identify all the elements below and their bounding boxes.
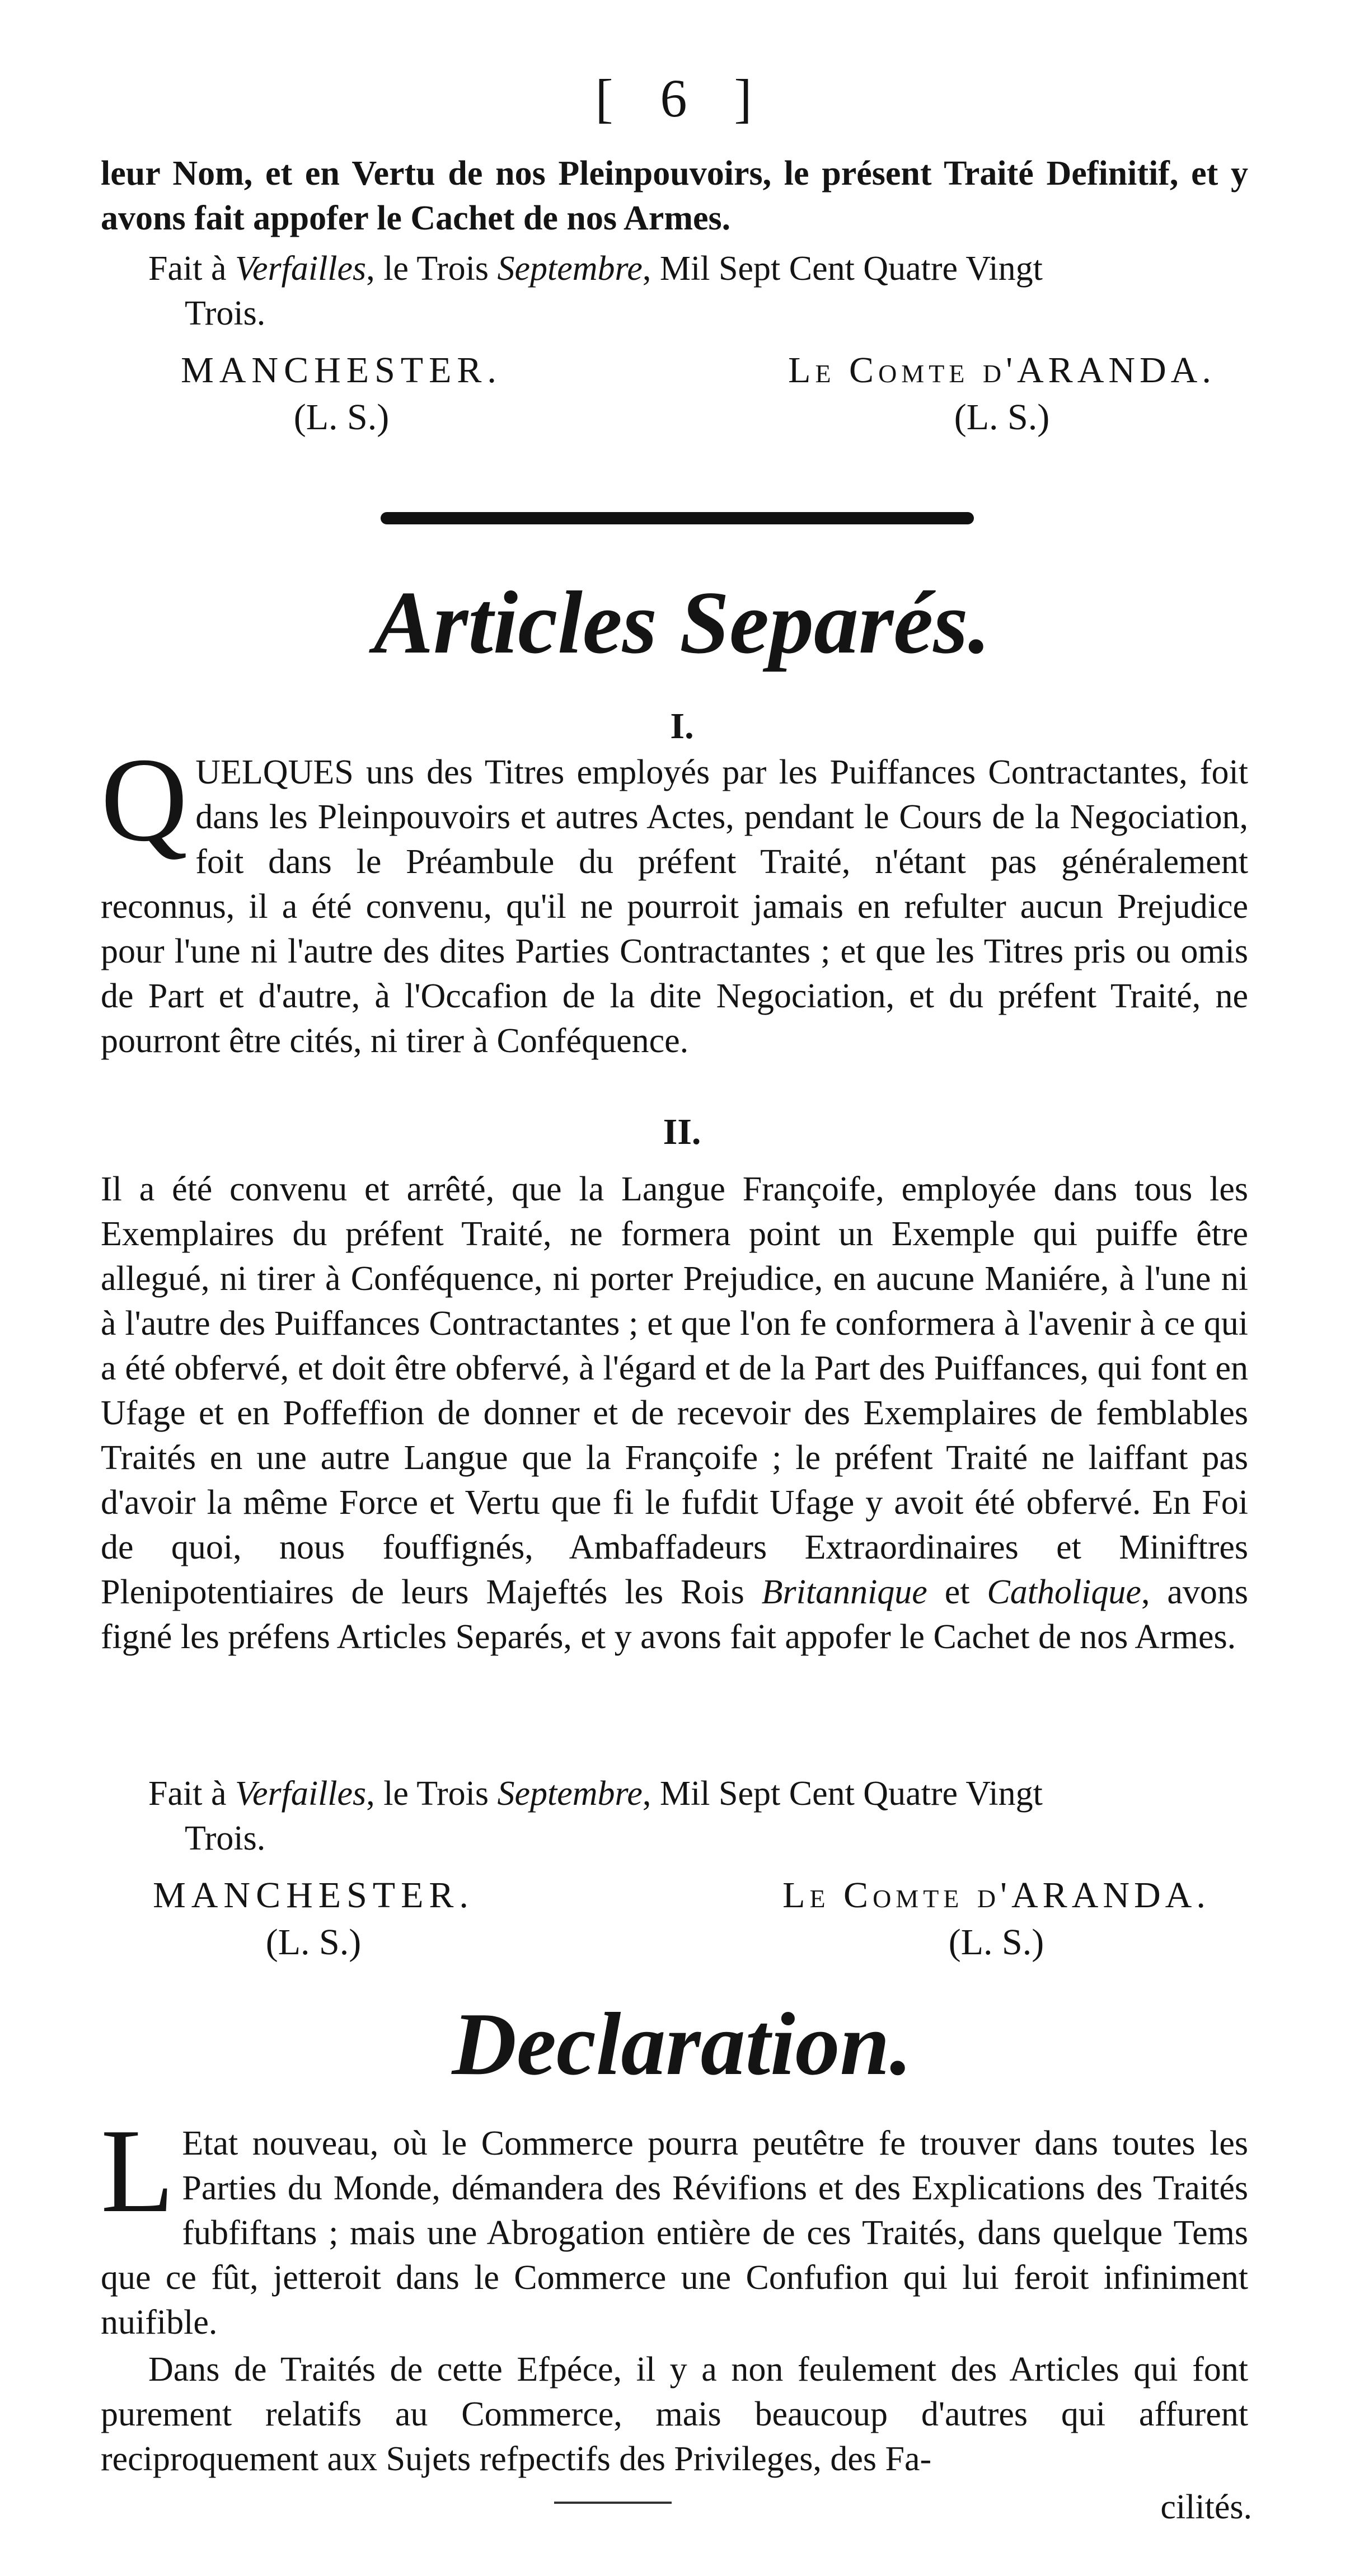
place-name: Verfailles xyxy=(235,1775,367,1813)
seal-mark: (L. S.) xyxy=(948,1922,1044,1963)
declaration-para-2: Dans de Traités de cette Efpéce, il y a non feulement des Articles qui font purement relatifs au Commerce, mais beaucoup d'autres qui affurent reciproquement aux Sujets refpectifs des Privileges, des Fa- xyxy=(101,2350,1248,2478)
article-2-text: Il a été convenu et arrêté, que la Langue Françoife, employée dans tous les Exemplaires du préfent Traité, ne formera point un Exemple qui puiffe être allegué, ni tirer à Conféquence, ni porter Prejudice, en aucune Maniére, à l'une ni à l'autre des Puiffances Contractantes ; et que l'on fe conformera à l'avenir à ce qui a été obfervé, et doit être obfervé, à l'égard et de la Part des Puiffances, qui font en Ufage et en Poffeffion de donner et de recevoir des Exemplaires de femblables Traités en une autre Langue que la Françoife ; le préfent Traité ne laiffant pas d'avoir la même Force et Vertu que fi le fufdit Ufage y avoit été obfervé. En Foi de quoi, nous fouffignés, Ambaffadeurs Extraordinaires et Miniftres Plenipotentiaires de leurs Majeftés les Rois xyxy=(101,1170,1248,1611)
catchword: cilités. xyxy=(1160,2488,1252,2526)
article-1-text: UELQUES uns des Titres employés par les Puiffances Contractantes, foit dans les Pleinpouvoirs et autres Actes, pendant le Cours de la Negociation, foit dans le Préambule du préfent Traité, n'étant pas généralement reconnus, il a été convenu, qu'il ne pourroit jamais en refulter aucun Prejudice pour l'une ni l'autre des dites Parties Contractantes ; et que les Titres pris ou omis de Part et d'autre, à l'Occafion de la dite Negociation, et du préfent Traité, ne pourront être cités, ni tirer à Conféquence. xyxy=(101,753,1248,1060)
drop-cap-q: Q xyxy=(101,733,188,866)
drop-cap-l: L xyxy=(101,2104,175,2237)
article-numeral-1: I. xyxy=(670,706,694,747)
declaration-para-1: Etat nouveau, où le Commerce pourra peutêtre fe trouver dans toutes les Parties du Monde, démandera des Révifions et des Explications des Traités fubfiftans ; mais une Abrogation entière de ces Traités, dans quelque Tems que ce fût, jetteroit dans le Commerce une Confufion qui lui feroit infiniment nuifible. xyxy=(101,2124,1248,2342)
section-divider xyxy=(381,512,974,524)
closing-text: leur Nom, et en Vertu de nos Pleinpouvoirs, le présent Traité Definitif, et y avons fait appofer le Cachet de nos Armes. xyxy=(101,154,1248,237)
dated-line-2: Fait à Verfailles, le Trois Septembre, Mil Sept Cent Quatre Vingt Trois. xyxy=(148,1775,1043,1857)
month-name: Septembre xyxy=(497,250,643,288)
seal-mark: (L. S.) xyxy=(293,397,390,438)
seal-mark: (L. S.) xyxy=(954,397,1050,438)
treaty-closing xyxy=(101,151,1248,241)
signature-aranda: Le Comte d'ARANDA. (L. S.) xyxy=(728,347,1276,441)
place-name: Verfailles xyxy=(235,250,367,288)
articles-title: Articles Separés. xyxy=(373,573,991,672)
dated-line-1: Fait à Verfailles, le Trois Septembre, Mil Sept Cent Quatre Vingt Trois. xyxy=(148,250,1043,332)
signature-aranda: Le Comte d'ARANDA. (L. S.) xyxy=(716,1872,1276,1966)
signature-manchester: MANCHESTER. (L. S.) xyxy=(146,347,537,441)
footer-rule xyxy=(554,2502,672,2504)
article-numeral-2: II. xyxy=(663,1111,701,1152)
seal-mark: (L. S.) xyxy=(265,1922,362,1963)
page-number: [ 6 ] xyxy=(595,68,769,128)
article-1 xyxy=(101,733,1248,1063)
declaration-title: Declaration. xyxy=(452,1994,912,2094)
article-2: Il a été convenu et arrêté, que la Langue Françoife, employée dans tous les Exemplaires du préfent Traité, ne formera point un Exemple qui puiffe être allegué, ni tirer à Conféquence, ni porter Prejudice, en aucune Maniére, à l'une ni à l'autre des Puiffances Contractantes ; et que l'on fe conformera à l'avenir à ce qui a été obfervé, et doit être obfervé, à l'égard et de la Part des Puiffances, qui font en Ufage et en Poffeffion de donner et de recevoir des Exemplaires de femblables Traités en une autre Langue que la Françoife ; le préfent Traité ne laiffant pas d'avoir la même Force et Vertu que fi le fufdit Ufage y avoit été obfervé. En Foi de quoi, nous fouffignés, Ambaffadeurs Extraordinaires et Miniftres Plenipotentiaires de leurs Majeftés les Rois Britannique et Catholique, avons figné les préfens Articles Separés, et y avons fait appofer le Cachet de nos Armes. xyxy=(101,1170,1248,1656)
month-name: Septembre xyxy=(497,1775,643,1813)
signature-manchester: MANCHESTER. (L. S.) xyxy=(101,1872,526,1966)
declaration-body xyxy=(101,2104,1248,2481)
